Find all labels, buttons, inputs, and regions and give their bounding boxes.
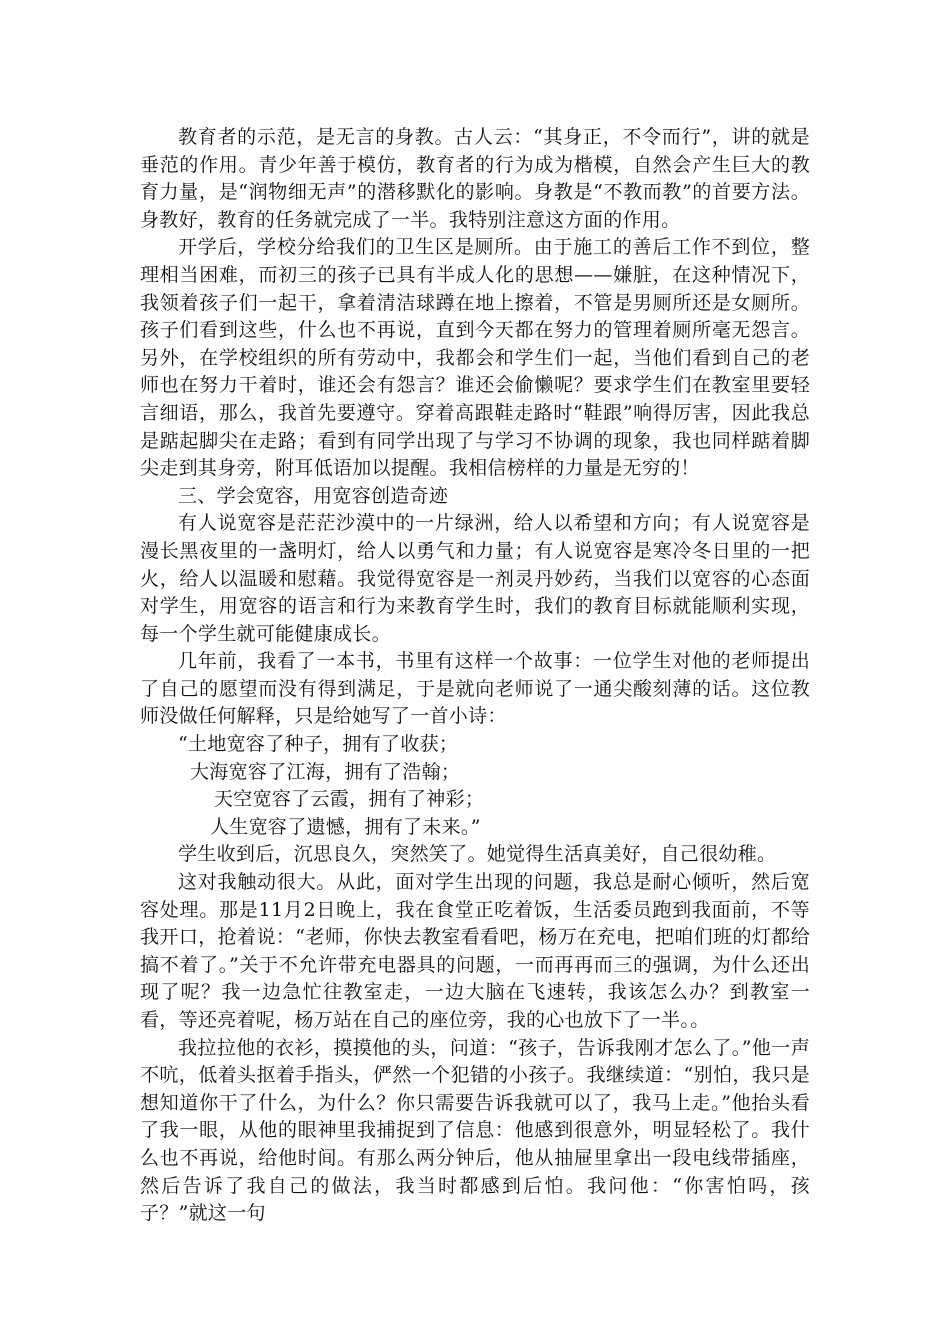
paragraph-tolerance: 有人说宽容是茫茫沙漠中的一片绿洲，给人以希望和方向；有人说宽容是漫长黑夜里的一盏明灯，给人以勇气和力量；有人说宽容是寒冷冬日里的一把火，给人以温暖和慰藉。我觉得宽容是一剂灵丹妙药，当我们以宽容的心态面对学生，用宽容的语言和行为来教育学生时，我们的教育目标就能顺利实现，每一个学生就可能健康成长。 (140, 512, 810, 645)
poem-line: “土地宽容了种子，拥有了收获； (178, 733, 459, 756)
paragraph-cleaning-example: 开学后，学校分给我们的卫生区是厕所。由于施工的善后工作不到位，整理相当困难，而初三的孩子已具有半成人化的思想——嫌脏，在这种情况下，我领着孩子们一起干，拿着清洁球蹲在地上擦着，不管是男厕所还是女厕所。孩子们看到这些，什么也不再说，直到今天都在努力的管理着厕所毫无怨言。另外，在学校组织的所有劳动中，我都会和学生们一起，当他们看到自己的老师也在努力干着时，谁还会有怨言？谁还会偷懒呢？要求学生们在教室里要轻言细语，那么，我首先要遵守。穿着高跟鞋走路时“鞋跟”响得厉害，因此我总是踮起脚尖在走路；看到有同学出现了与学习不协调的现象，我也同样踮着脚尖走到其身旁，附耳低语加以提醒。我相信榜样的力量是无穷的！ (140, 236, 810, 480)
poem-line: 人生宽容了遗憾，拥有了未来。” (210, 815, 481, 838)
document-body (140, 124, 810, 1228)
paragraph-body-teaching: 教育者的示范，是无言的身教。古人云：“其身正，不令而行”，讲的就是垂范的作用。青少年善于模仿，教育者的行为成为楷模，自然会产生巨大的教育力量，是“润物细无声”的潜移默化的影响。身教是“不教而教”的首要方法。身教好，教育的任务就完成了一半。我特别注意这方面的作用。 (140, 126, 810, 231)
paragraph-student-reaction: 学生收到后，沉思良久，突然笑了。她觉得生活真美好，自己很幼稚。 (178, 843, 777, 866)
paragraph-incident: 这对我触动很大。从此，面对学生出现的问题，我总是耐心倾听，然后宽容处理。那是11月2日晚上，我在食堂正吃着饭，生活委员跑到我面前，不等我开口，抢着说：“老师，你快去教室看看吧，杨万在充电，把咱们班的灯都给搞不着了。”关于不允许带充电器具的问题，一而再再而三的强调，为什么还出现了呢？我一边急忙往教室走，一边大脑在飞速转，我该怎么办？到教室一看，等还亮着呢，杨万站在自己的座位旁，我的心也放下了一半。。 (140, 871, 810, 1031)
paragraph-conversation: 我拉拉他的衣衫，摸摸他的头，问道：“孩子，告诉我刚才怎么了。”他一声不吭，低着头抠着手指头，俨然一个犯错的小孩子。我继续道：“别怕，我只是想知道你干了什么，为什么？你只需要告诉我就可以了，我马上走。”他抬头看了我一眼，从他的眼神里我捕捉到了信息：他感到很意外，明显轻松了。我什么也不再说，给他时间。有那么两分钟后，他从抽屉里拿出一段电线带插座，然后告诉了我自己的做法，我当时都感到后怕。我问他：“你害怕吗，孩子？”就这一句 (140, 1036, 810, 1225)
poem-line: 天空宽容了云霞，拥有了神彩； (214, 788, 485, 811)
poem-line: 大海宽容了江海，拥有了浩翰； (190, 760, 461, 783)
section-heading: 三、学会宽容，用宽容创造奇迹 (178, 484, 449, 507)
paragraph-story: 几年前，我看了一本书，书里有这样一个故事：一位学生对他的老师提出了自己的愿望而没有得到满足，于是就向老师说了一通尖酸刻薄的话。这位教师没做任何解释，只是给她写了一首小诗： (140, 650, 810, 728)
